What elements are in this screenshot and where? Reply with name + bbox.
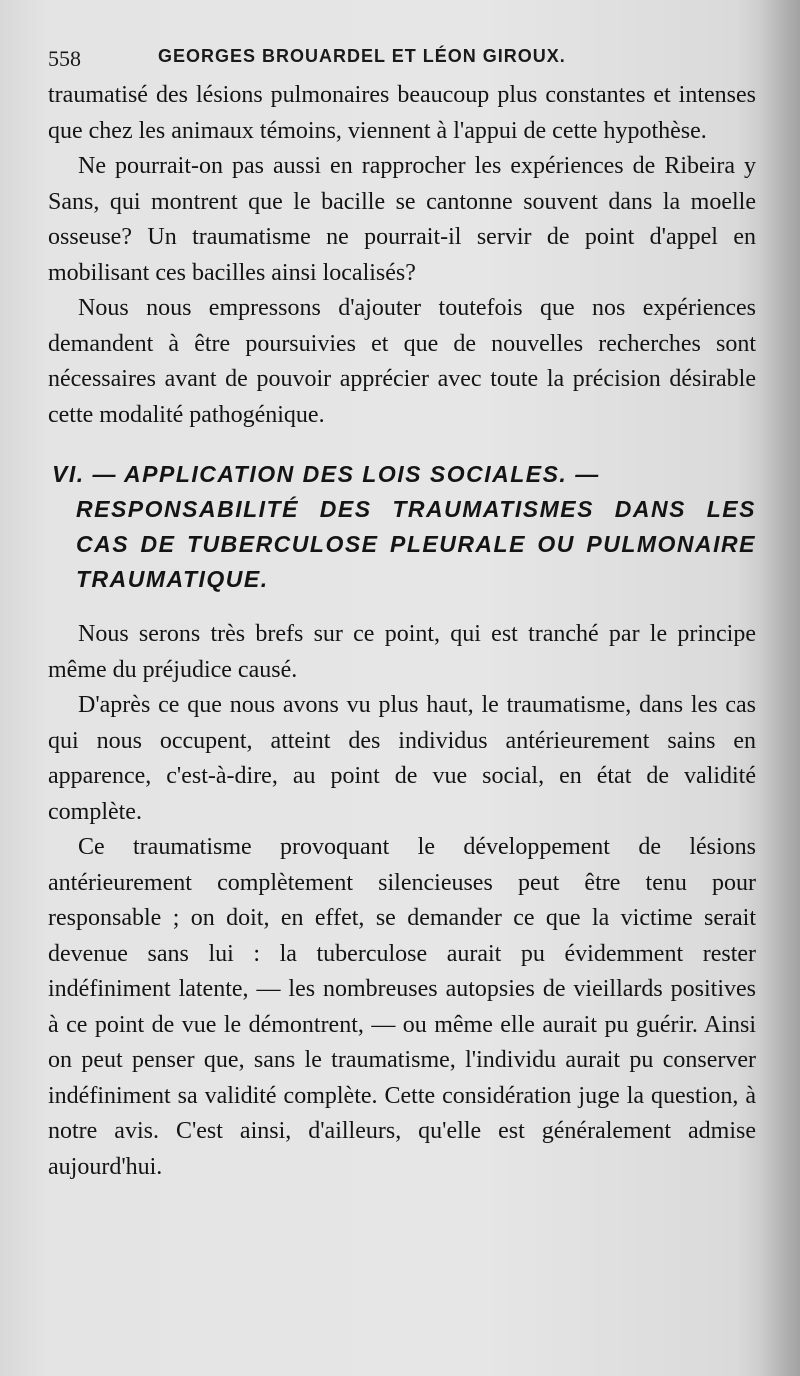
page-shadow [760, 0, 800, 1376]
paragraph-principe: Nous serons très brefs sur ce point, qui est tranché par le principe même du préjudice causé. [48, 621, 756, 683]
paragraph-responsabilite: Ce traumatisme provoquant le développement de lésions antérieurement complètement silencieuses peut être tenu pour responsable ; on doit, en effet, se demander ce que la victime serait devenue sans lui : la tuberculose aurait pu évidemment rester indéfiniment latente, — les nombreuses autopsies de vieillards positives à ce point de vue le démontrent, — ou même elle aurait pu guérir. Ainsi on peut penser que, sans le traumatisme, l'individu aurait pu conserver indéfiniment sa validité complète. Cette considération juge la question, à notre avis. C'est ainsi, d'ailleurs, qu'elle est généralement admise aujourd'hui. [48, 834, 756, 1180]
page-number: 558 [48, 46, 81, 71]
section-heading [48, 457, 756, 597]
section-heading-line-1: VI. — APPLICATION DES LOIS SOCIALES. — [52, 461, 600, 487]
running-head: GEORGES BROUARDEL ET LÉON GIROUX. [158, 46, 566, 66]
paragraph-ribeira: Ne pourrait-on pas aussi en rapprocher les expériences de Ribeira y Sans, qui montrent que le bacille se cantonne souvent dans la moelle osseuse? Un traumatisme ne pourrait-il servir de point d'appel en mobilisant ces bacilles ainsi localisés? [48, 153, 756, 286]
body-text [48, 78, 756, 1185]
paragraph-experiences: Nous nous empressons d'ajouter toutefois que nos expériences demandent à être poursuivies et que de nouvelles recherches sont nécessaires avant de pouvoir apprécier avec toute la précision désirable cette modalité pathogénique. [48, 295, 756, 428]
paragraph-continuation: traumatisé des lésions pulmonaires beaucoup plus constantes et intenses que chez les animaux témoins, viennent à l'appui de cette hypothèse. [48, 82, 756, 144]
page-header [48, 40, 748, 80]
paragraph-traumatisme: D'après ce que nous avons vu plus haut, le traumatisme, dans les cas qui nous occupent, atteint des individus antérieurement sains en apparence, c'est-à-dire, au point de vue social, en état de validité complète. [48, 692, 756, 825]
section-heading-line-2: RESPONSABILITÉ DES TRAUMATISMES DANS LES CAS DE TUBERCULOSE PLEURALE OU PULMONAIRE TRAUMATIQUE. [76, 496, 756, 592]
